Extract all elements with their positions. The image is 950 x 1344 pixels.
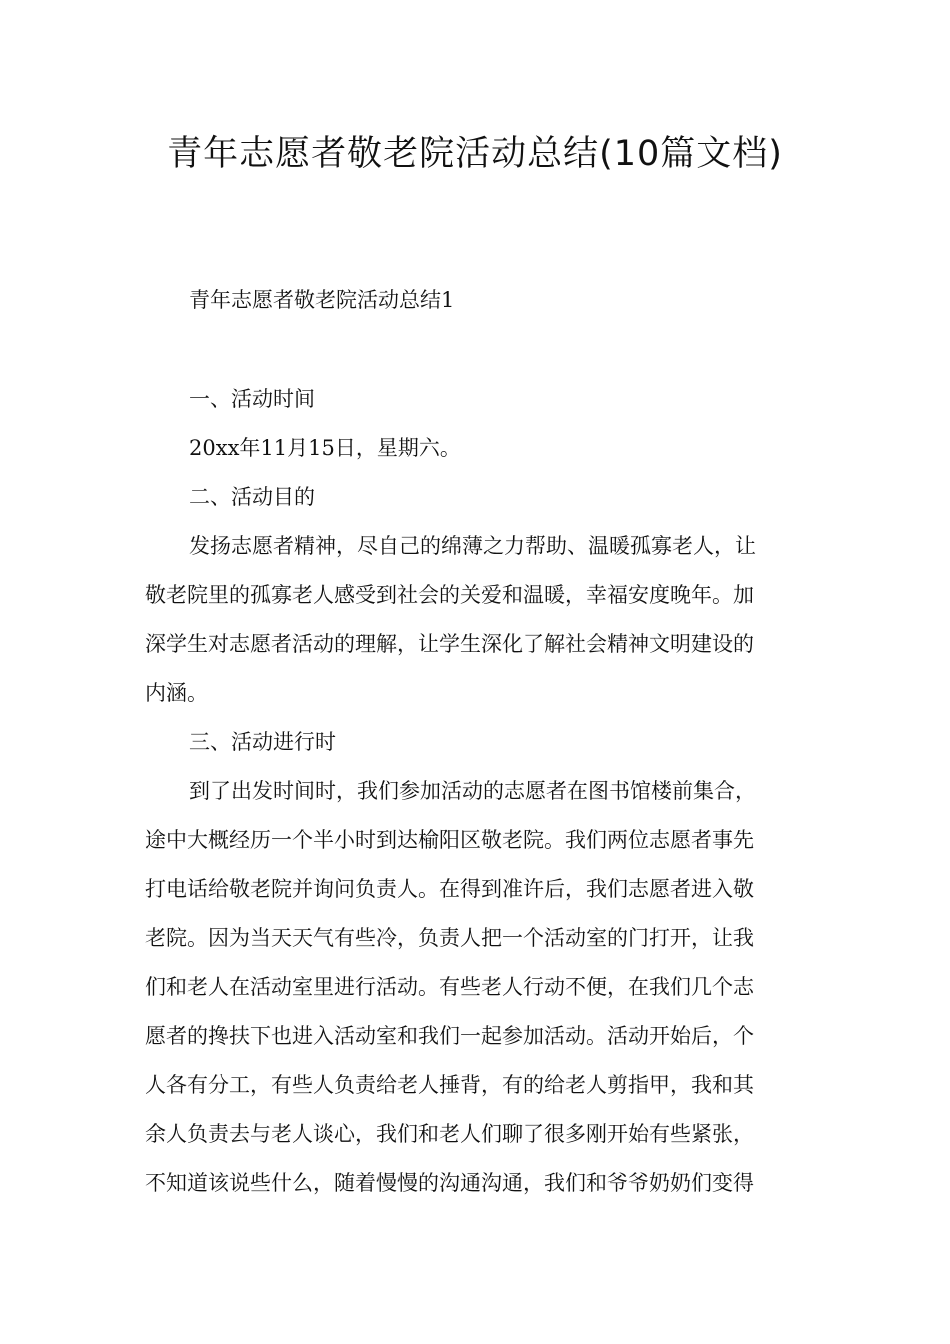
subtitle: 青年志愿者敬老院活动总结1 <box>189 288 455 312</box>
section-heading-time: 一、活动时间 <box>189 387 315 411</box>
paragraph-line: 人各有分工，有些人负责给老人捶背，有的给老人剪指甲，我和其 <box>145 1073 754 1097</box>
document-title: 青年志愿者敬老院活动总结(10篇文档) <box>167 134 783 174</box>
section-heading-purpose: 二、活动目的 <box>189 485 315 509</box>
paragraph-line: 途中大概经历一个半小时到达榆阳区敬老院。我们两位志愿者事先 <box>145 828 754 852</box>
section-text-time: 20xx年11月15日，星期六。 <box>189 436 461 460</box>
paragraph-line: 愿者的搀扶下也进入活动室和我们一起参加活动。活动开始后，个 <box>145 1024 754 1048</box>
paragraph-line: 内涵。 <box>145 681 208 705</box>
paragraph-line: 到了出发时间时，我们参加活动的志愿者在图书馆楼前集合， <box>189 779 756 803</box>
paragraph-line: 敬老院里的孤寡老人感受到社会的关爱和温暖，幸福安度晚年。加 <box>145 583 754 607</box>
paragraph-line: 发扬志愿者精神，尽自己的绵薄之力帮助、温暖孤寡老人，让 <box>189 534 756 558</box>
paragraph-line: 余人负责去与老人谈心，我们和老人们聊了很多刚开始有些紧张， <box>145 1122 754 1146</box>
paragraph-line: 打电话给敬老院并询问负责人。在得到准许后，我们志愿者进入敬 <box>145 877 754 901</box>
paragraph-line: 老院。因为当天天气有些冷，负责人把一个活动室的门打开，让我 <box>145 926 754 950</box>
section-heading-progress: 三、活动进行时 <box>189 730 336 754</box>
document-body <box>145 276 807 325</box>
paragraph-line: 深学生对志愿者活动的理解，让学生深化了解社会精神文明建设的 <box>145 632 754 656</box>
paragraph-line: 不知道该说些什么，随着慢慢的沟通沟通，我们和爷爷奶奶们变得 <box>145 1171 754 1195</box>
document-sections <box>145 375 807 1208</box>
paragraph-line: 们和老人在活动室里进行活动。有些老人行动不便，在我们几个志 <box>145 975 754 999</box>
